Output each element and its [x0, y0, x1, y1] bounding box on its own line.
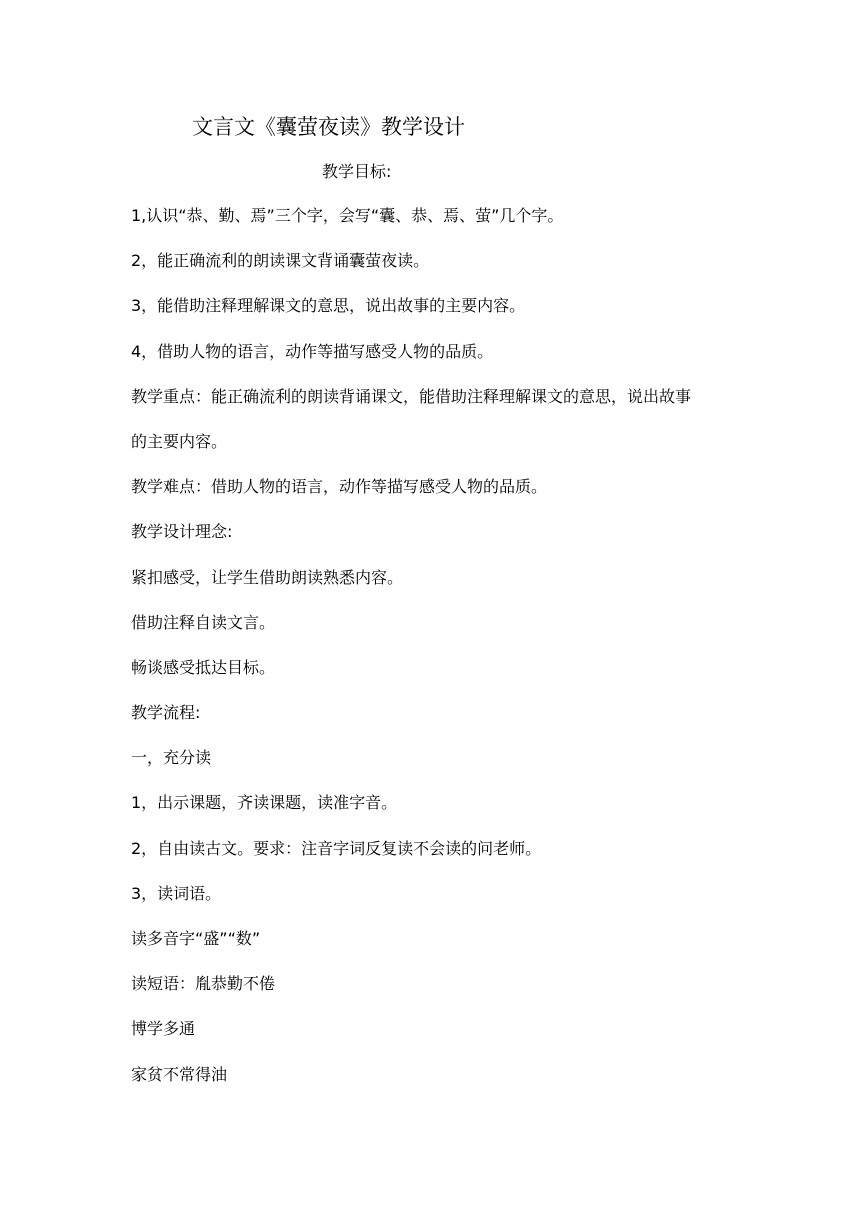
section-heading-objectives: 教学目标: — [322, 162, 392, 181]
paragraph-line: 1,认识“恭、勤、焉”三个字，会写“囊、恭、焉、萤”几个字。 — [131, 206, 564, 225]
document-title: 文言文《囊萤夜读》教学设计 — [192, 115, 465, 139]
paragraph-line: 一，充分读 — [131, 748, 212, 768]
paragraph-line: 2，自由读古文。要求：注音字词反复读不会读的问老师。 — [131, 838, 542, 858]
paragraph-line: 教学流程: — [131, 703, 201, 723]
paragraph-line: 家贫不常得油 — [131, 1064, 228, 1084]
paragraph-line: 读多音字“盛”“数” — [131, 929, 261, 948]
paragraph-line: 读短语：胤恭勤不倦 — [131, 974, 276, 994]
paragraph-line: 3，能借助注释理解课文的意思，说出故事的主要内容。 — [131, 296, 526, 316]
paragraph-line: 2，能正确流利的朗读课文背诵囊萤夜读。 — [131, 251, 430, 271]
paragraph-line: 畅谈感受抵达目标。 — [131, 657, 276, 677]
paragraph-line: 博学多通 — [131, 1019, 196, 1039]
paragraph-line: 借助注释自读文言。 — [131, 612, 276, 632]
document-body — [131, 205, 741, 1109]
paragraph-line: 4，借助人物的语言，动作等描写感受人物的品质。 — [131, 341, 494, 361]
paragraph-line: 教学难点：借助人物的语言，动作等描写感受人物的品质。 — [131, 477, 548, 497]
paragraph-line: 的主要内容。 — [131, 431, 228, 451]
paragraph-line: 紧扣感受，让学生借助朗读熟悉内容。 — [131, 567, 404, 587]
paragraph-line: 3，读词语。 — [131, 883, 222, 903]
paragraph-line: 教学设计理念: — [131, 522, 233, 542]
paragraph-line: 教学重点：能正确流利的朗读背诵课文，能借助注释理解课文的意思，说出故事 — [131, 386, 692, 406]
paragraph-line: 1，出示课题，齐读课题，读准字音。 — [131, 793, 398, 813]
